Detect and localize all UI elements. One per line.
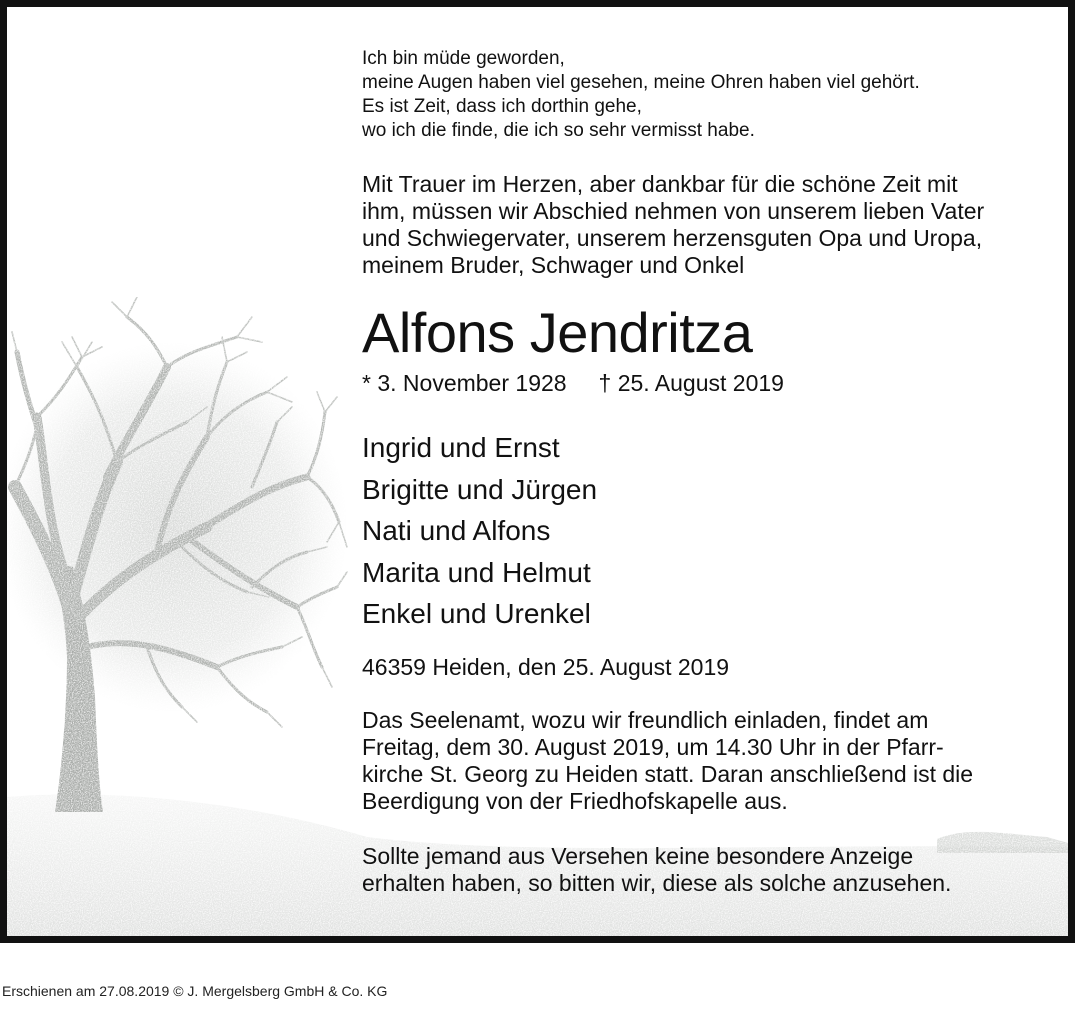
notice-line: erhalten haben, so bitten wir, diese als solche anzusehen.	[362, 869, 952, 896]
mourner-entry: Nati und Alfons	[362, 515, 551, 546]
obituary-text	[362, 47, 1052, 897]
life-dates: * 3. November 1928 † 25. August 2019	[362, 370, 784, 396]
poem-line: Es ist Zeit, dass ich dorthin gehe,	[362, 96, 642, 117]
mourner-entry: Enkel und Urenkel	[362, 598, 591, 629]
service-paragraph	[362, 707, 1052, 815]
intro-line: und Schwiegervater, unserem herzensguten Opa und Uropa,	[362, 225, 983, 251]
intro-line: ihm, müssen wir Abschied nehmen von unserem lieben Vater	[362, 198, 985, 224]
notice-paragraph	[362, 843, 1052, 897]
deceased-name: Alfons Jendritza	[362, 301, 753, 364]
service-line: Freitag, dem 30. August 2019, um 14.30 Uhr in der Pfarr-	[362, 733, 944, 760]
service-line: Das Seelenamt, wozu wir freundlich einladen, findet am	[362, 706, 929, 733]
service-line: kirche St. Georg zu Heiden statt. Daran anschließend ist die	[362, 760, 974, 787]
intro-paragraph	[362, 171, 1052, 279]
intro-line: Mit Trauer im Herzen, aber dankbar für die schöne Zeit mit	[362, 171, 958, 197]
mourner-entry: Brigitte und Jürgen	[362, 473, 598, 505]
mourner-entry: Ingrid und Ernst	[362, 432, 560, 463]
service-line: Beerdigung von der Friedhofskapelle aus.	[362, 787, 788, 814]
notice-line: Sollte jemand aus Versehen keine besondere Anzeige	[362, 842, 914, 869]
poem-line: wo ich die finde, die ich so sehr vermisst habe.	[362, 120, 755, 141]
poem-line: meine Augen haben viel gesehen, meine Ohren haben viel gehört.	[362, 72, 920, 93]
mourners-list	[362, 427, 1052, 635]
intro-line: meinem Bruder, Schwager und Onkel	[362, 252, 745, 278]
poem-verse	[362, 47, 1052, 143]
mourner-entry: Marita und Helmut	[362, 556, 591, 588]
publication-footer: Erschienen am 27.08.2019 © J. Mergelsberg GmbH & Co. KG	[2, 983, 388, 999]
place-date: 46359 Heiden, den 25. August 2019	[362, 653, 730, 680]
poem-line: Ich bin müde geworden,	[362, 48, 565, 69]
